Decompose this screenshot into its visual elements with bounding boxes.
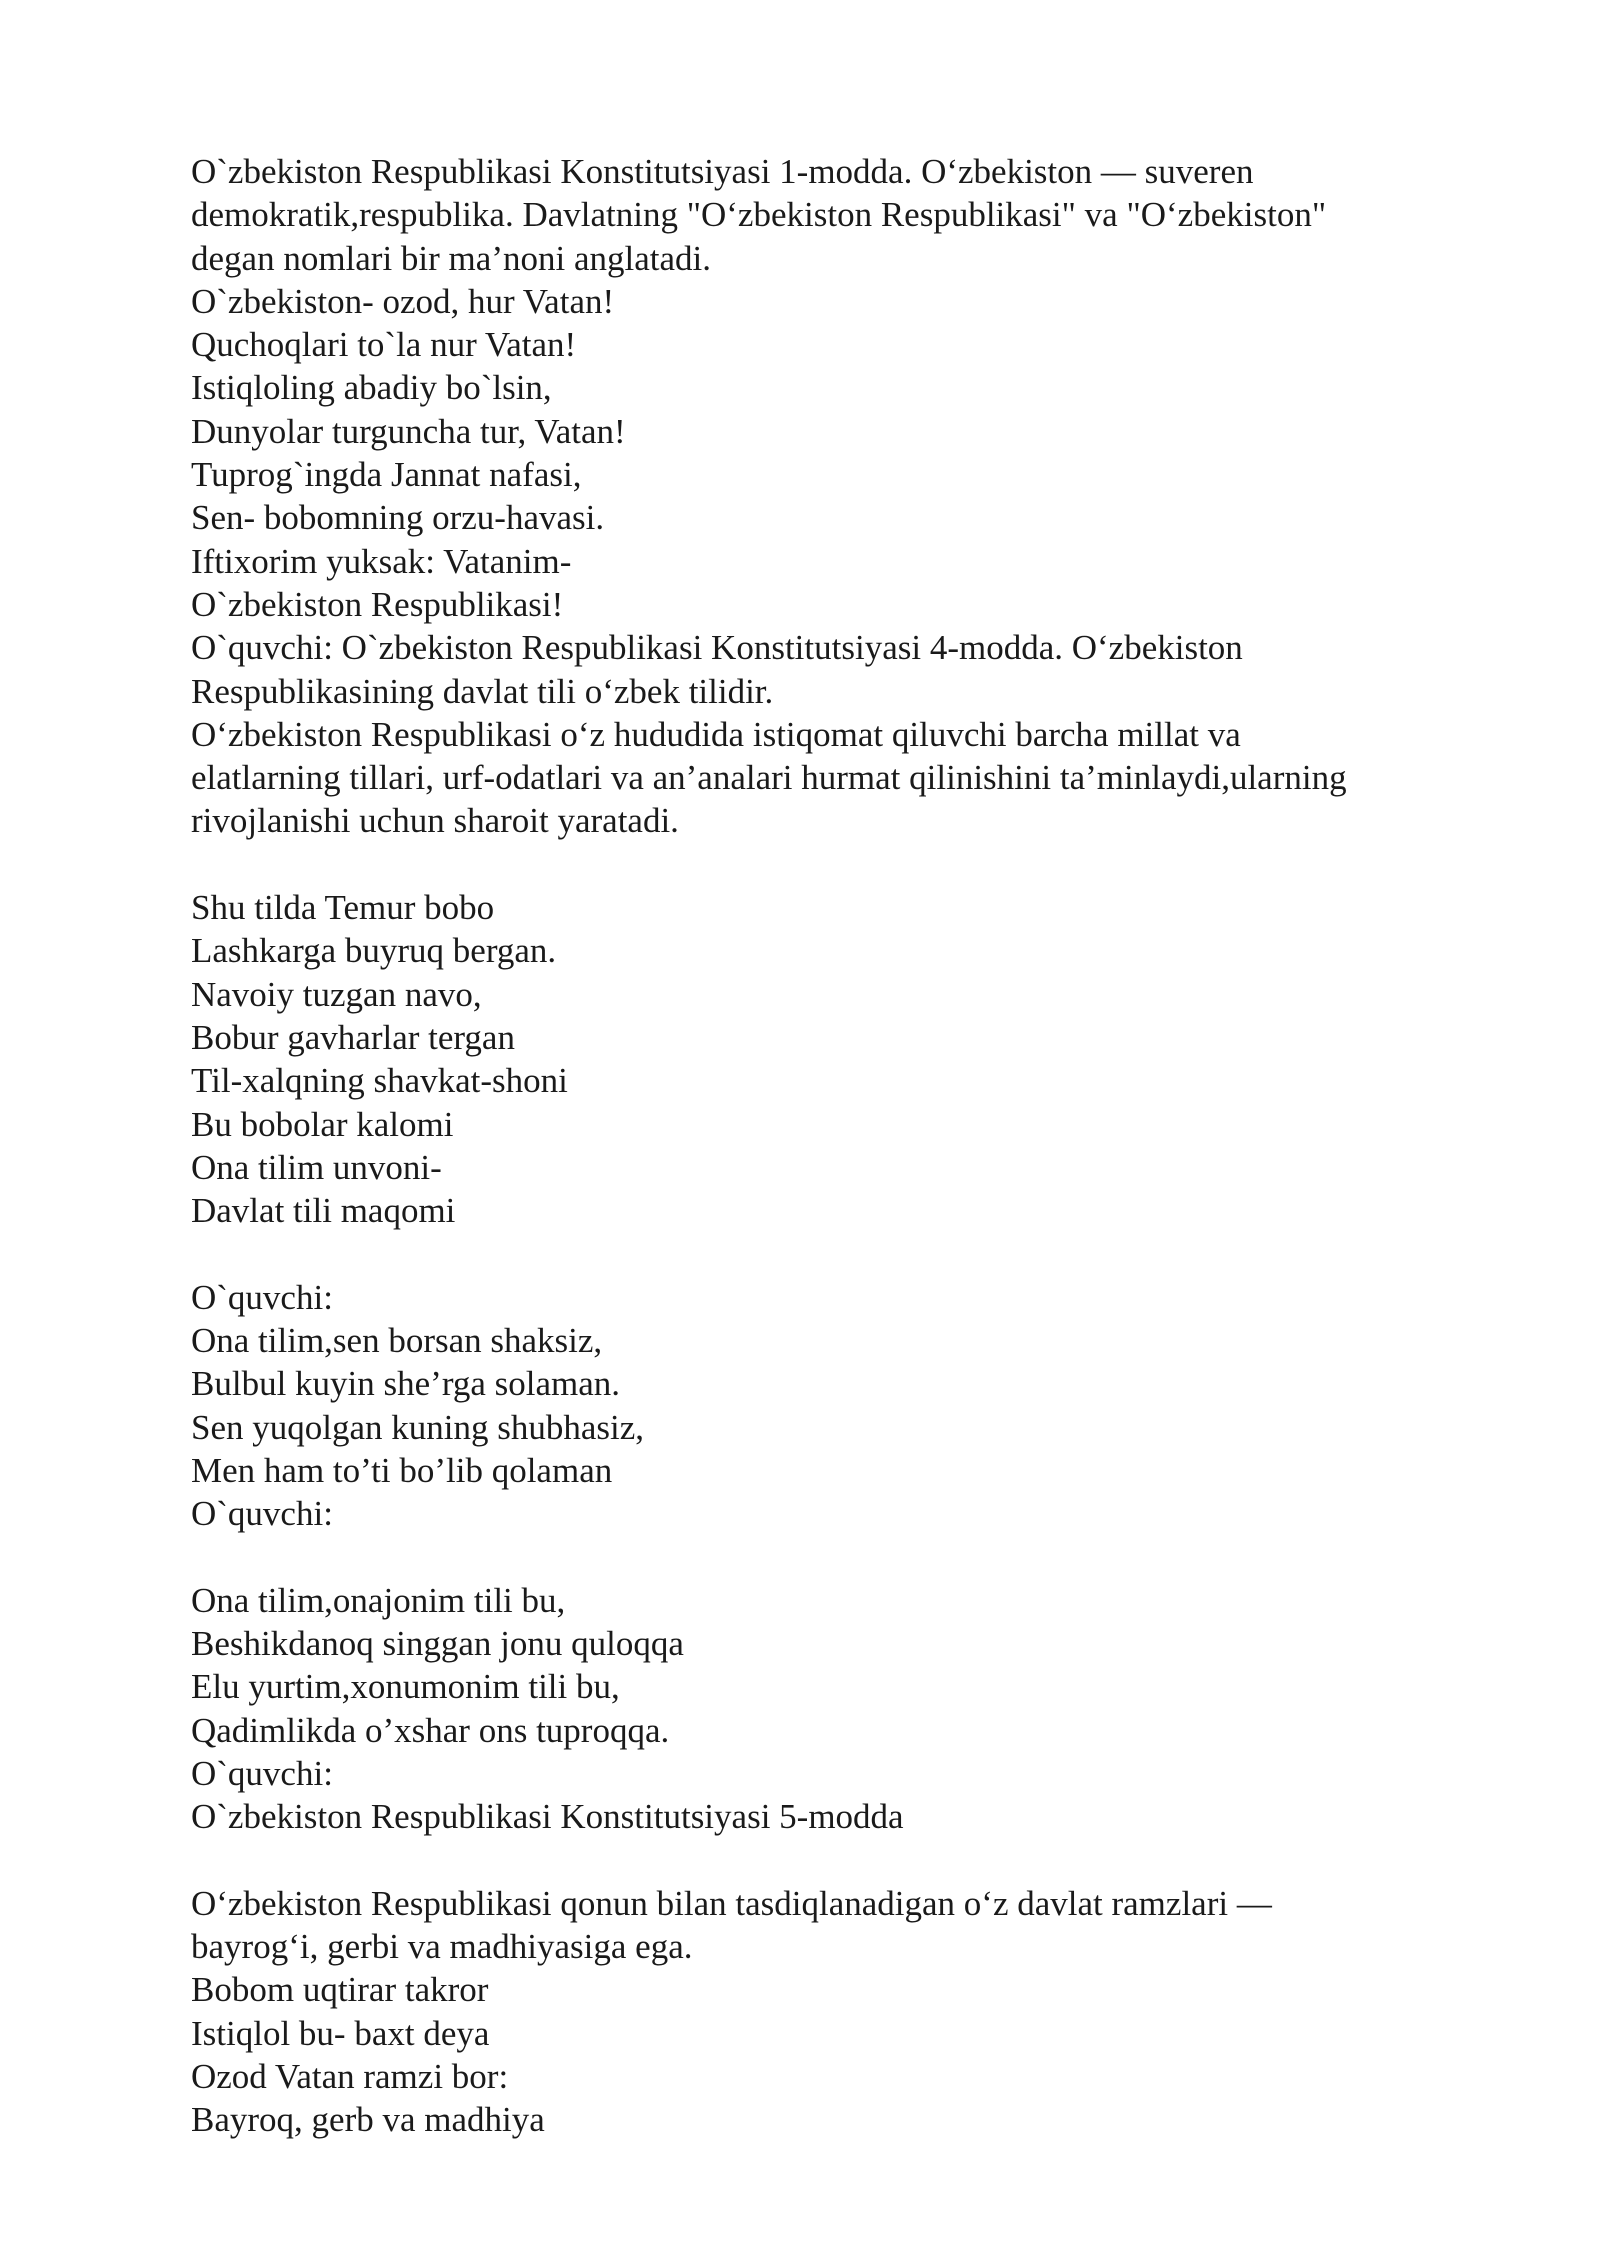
- text-line: O`zbekiston- ozod, hur Vatan!: [191, 281, 615, 321]
- text-line: Ozod Vatan ramzi bor:: [191, 2057, 509, 2097]
- text-line: O`quvchi:: [191, 1753, 333, 1793]
- blank-line: [191, 1536, 1451, 1579]
- blank-line: [191, 1839, 1451, 1882]
- text-line: degan nomlari bir ma’noni anglatadi.: [191, 238, 711, 278]
- text-line: elatlarning tillari, urf-odatlari va an’analari hurmat qilinishini ta’minlaydi,ularning: [191, 758, 1347, 798]
- text-line: Shu tilda Temur bobo: [191, 888, 495, 928]
- text-line: Sen- bobomning orzu-havasi.: [191, 498, 605, 538]
- text-line: Bobur gavharlar tergan: [191, 1017, 515, 1057]
- text-line: Til-xalqning shavkat-shoni: [191, 1061, 568, 1101]
- text-line: O‘zbekiston Respublikasi qonun bilan tasdiqlanadigan o‘z davlat ramzlari —: [191, 1883, 1272, 1923]
- blank-line: [191, 843, 1451, 886]
- text-line: Sen yuqolgan kuning shubhasiz,: [191, 1407, 645, 1447]
- document-body: [191, 150, 1451, 2142]
- text-line: Istiqlol bu- baxt deya: [191, 2013, 490, 2053]
- text-line: Ona tilim unvoni-: [191, 1147, 442, 1187]
- text-line: O`zbekiston Respublikasi!: [191, 584, 564, 624]
- text-line: O`quvchi: O`zbekiston Respublikasi Konstitutsiyasi 4-modda. O‘zbekiston: [191, 628, 1243, 668]
- text-line: Respublikasining davlat tili o‘zbek tilidir.: [191, 671, 774, 711]
- blank-line: [191, 1232, 1451, 1275]
- text-line: Quchoqlari to`la nur Vatan!: [191, 325, 577, 365]
- text-line: Qadimlikda o’xshar ons tuproqqa.: [191, 1710, 670, 1750]
- text-line: Bu bobolar kalomi: [191, 1104, 454, 1144]
- text-line: O`zbekiston Respublikasi Konstitutsiyasi 5-modda: [191, 1797, 904, 1837]
- text-line: Bulbul kuyin she’rga solaman.: [191, 1364, 621, 1404]
- text-line: O`quvchi:: [191, 1277, 333, 1317]
- text-line: Istiqloling abadiy bo`lsin,: [191, 368, 552, 408]
- text-line: Dunyolar turguncha tur, Vatan!: [191, 411, 626, 451]
- text-line: Beshikdanoq singgan jonu quloqqa: [191, 1624, 684, 1664]
- text-line: Bayroq, gerb va madhiya: [191, 2100, 545, 2140]
- text-line: Men ham to’ti bo’lib qolaman: [191, 1450, 613, 1490]
- text-line: Navoiy tuzgan navo,: [191, 974, 482, 1014]
- text-line: Tuprog`ingda Jannat nafasi,: [191, 455, 582, 495]
- text-line: Ona tilim,onajonim tili bu,: [191, 1580, 566, 1620]
- text-line: O`zbekiston Respublikasi Konstitutsiyasi 1-modda. O‘zbekiston — suveren: [191, 152, 1254, 191]
- text-line: bayrog‘i, gerbi va madhiyasiga ega.: [191, 1927, 693, 1967]
- text-line: Bobom uqtirar takror: [191, 1970, 489, 2010]
- text-line: Davlat tili maqomi: [191, 1191, 456, 1231]
- text-line: O`quvchi:: [191, 1494, 333, 1534]
- text-line: Ona tilim,sen borsan shaksiz,: [191, 1321, 603, 1361]
- text-line: demokratik,respublika. Davlatning "O‘zbekiston Respublikasi" va "O‘zbekiston": [191, 195, 1327, 235]
- text-line: Iftixorim yuksak: Vatanim-: [191, 541, 572, 581]
- text-line: rivojlanishi uchun sharoit yaratadi.: [191, 801, 679, 841]
- text-line: Lashkarga buyruq bergan.: [191, 931, 557, 971]
- text-line: O‘zbekiston Respublikasi o‘z hududida istiqomat qiluvchi barcha millat va: [191, 714, 1241, 754]
- text-line: Elu yurtim,xonumonim tili bu,: [191, 1667, 620, 1707]
